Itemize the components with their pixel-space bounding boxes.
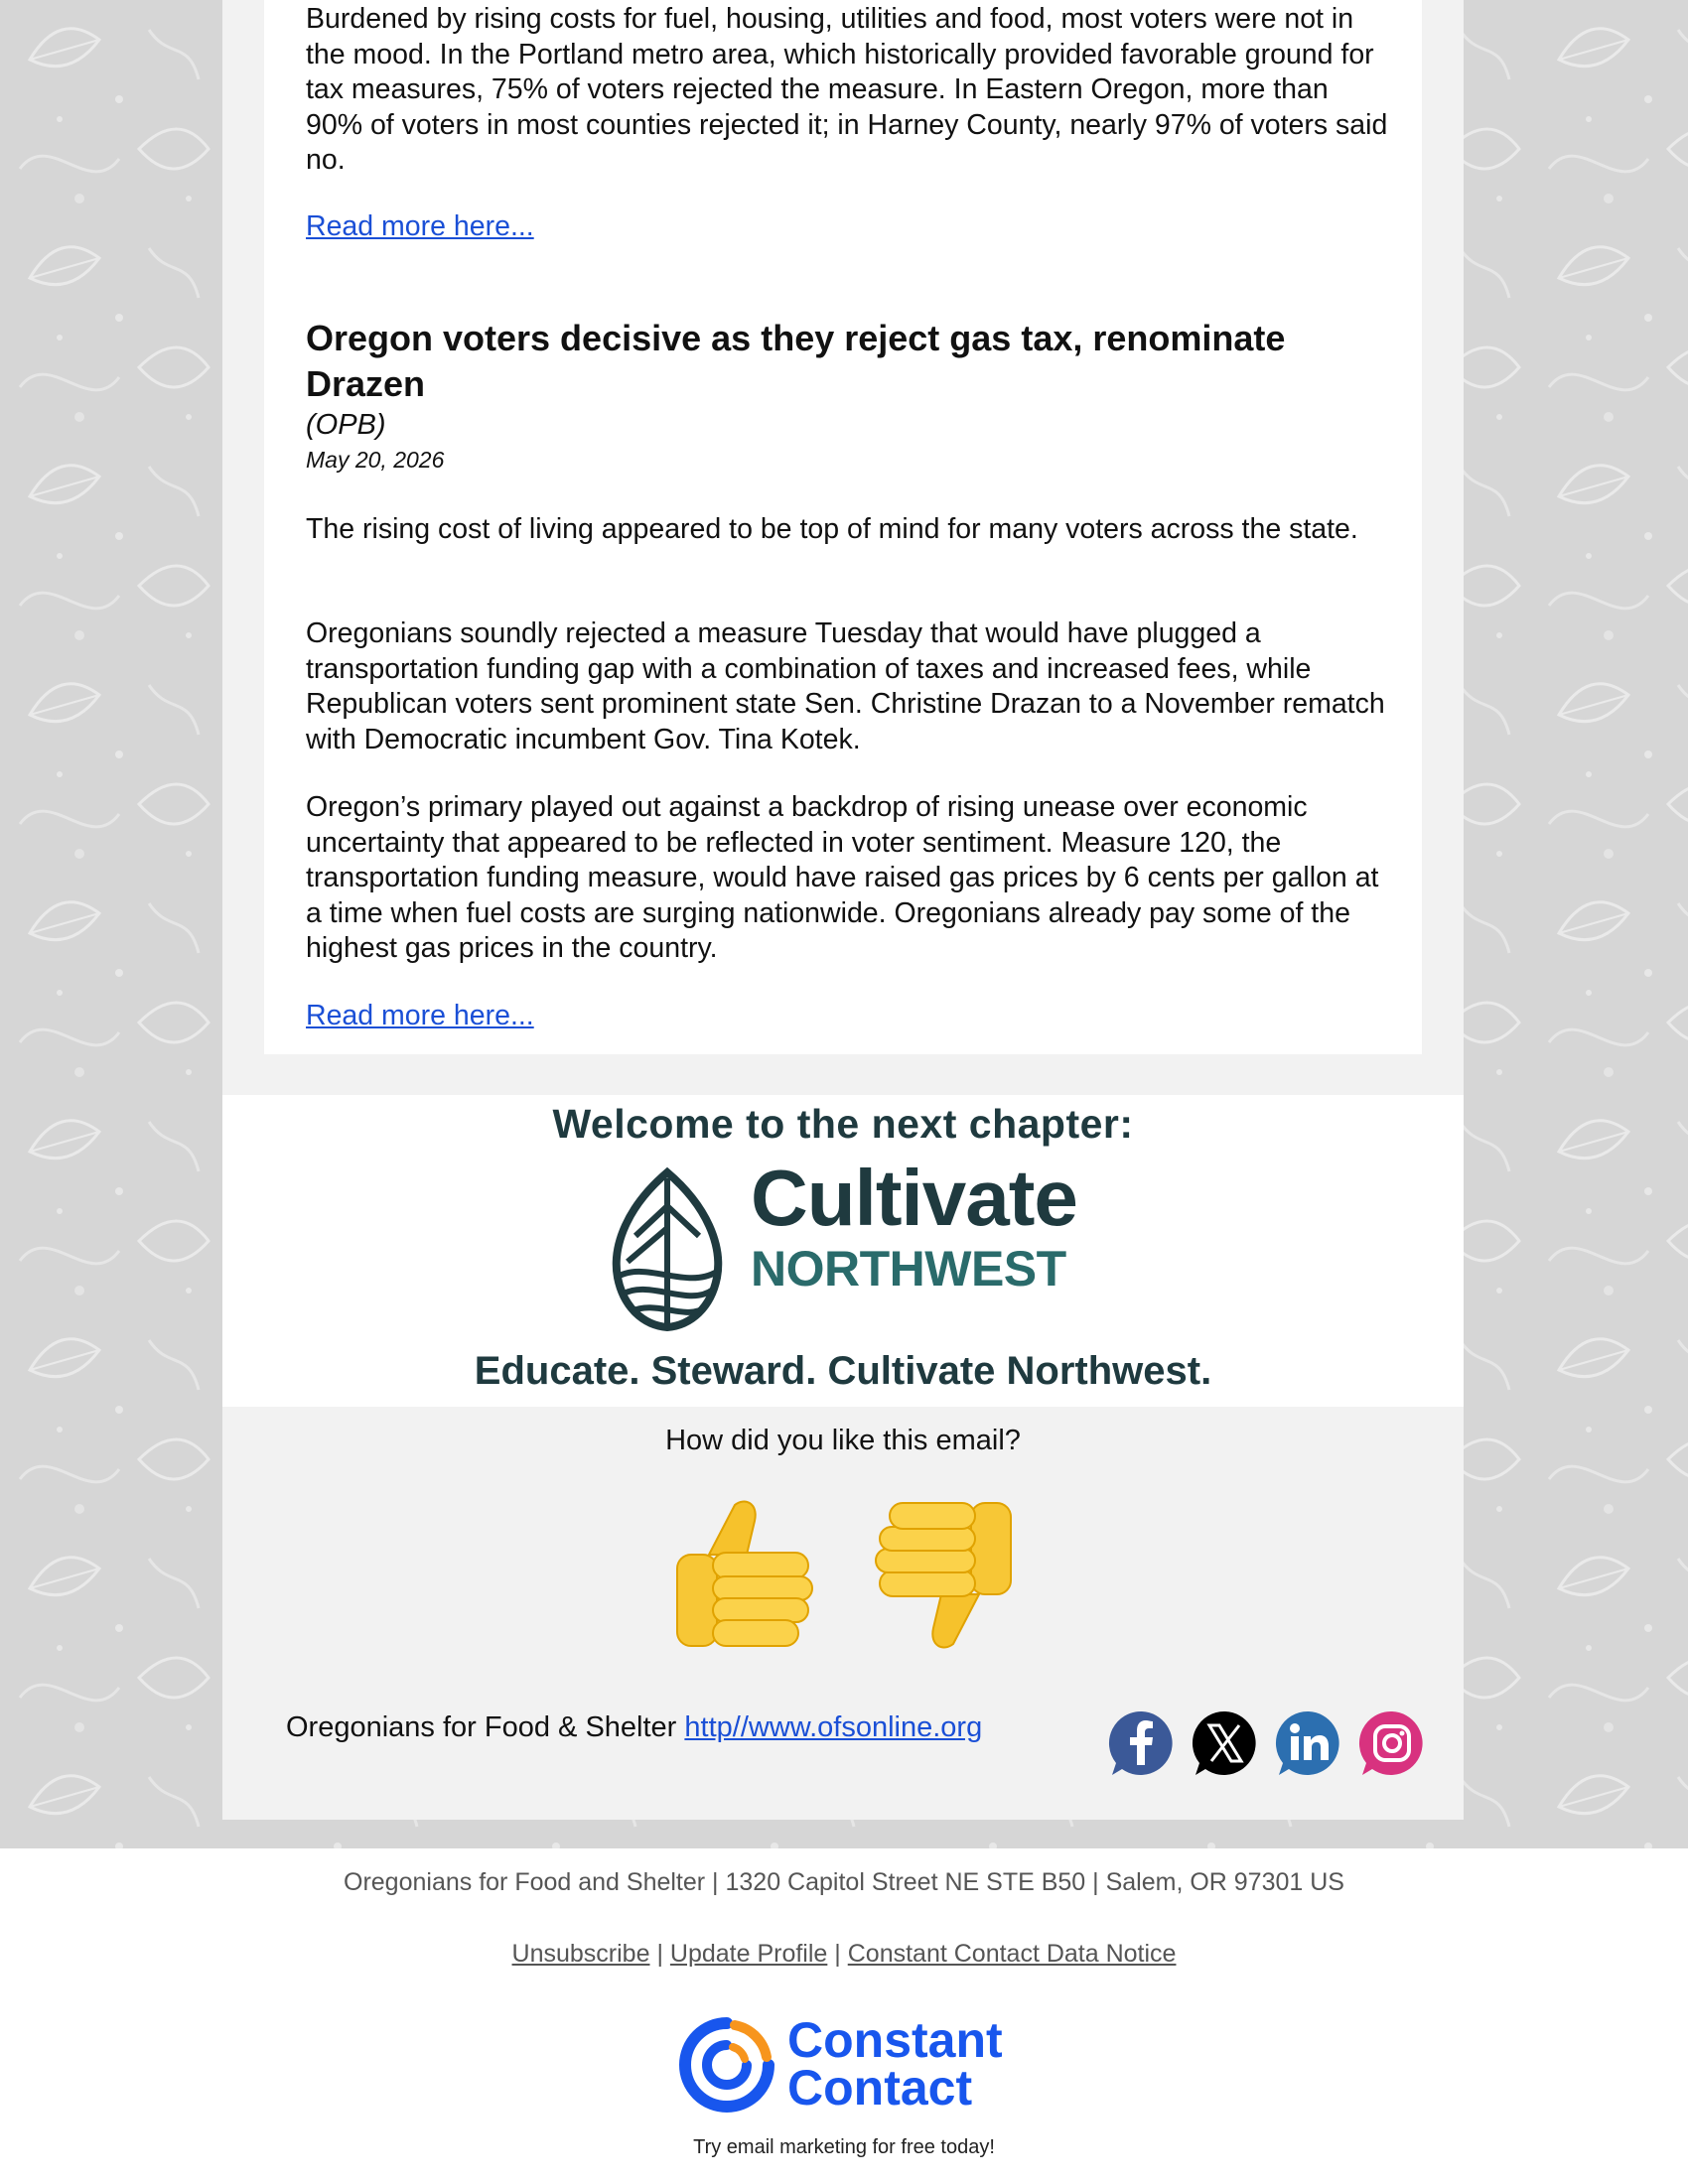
x-icon[interactable] [1192, 1709, 1259, 1777]
thumbs-down-icon[interactable] [872, 1497, 1015, 1652]
org-line [286, 1711, 982, 1744]
banner-heading: Welcome to the next chapter: [552, 1101, 1134, 1147]
article2-source: (OPB) [306, 409, 386, 441]
leaf-logo-icon [608, 1166, 727, 1335]
cc-try-link[interactable]: Try email marketing for free today! [693, 2136, 995, 2158]
logo-wordmark: Cultivate [751, 1154, 1077, 1242]
instagram-icon[interactable] [1358, 1709, 1426, 1777]
banner-tagline: Educate. Steward. Cultivate Northwest. [474, 1349, 1212, 1393]
unsubscribe-link[interactable]: Unsubscribe [511, 1940, 650, 1968]
article2-headline: Oregon voters decisive as they reject gas tax, renominate Drazen [306, 318, 1286, 404]
org-website-link[interactable]: http//www.ofsonline.org [684, 1711, 983, 1743]
read-more-link[interactable]: Read more here... [306, 1000, 534, 1031]
read-more-link[interactable]: Read more here... [306, 210, 534, 242]
data-notice-link[interactable]: Constant Contact Data Notice [847, 1940, 1177, 1968]
cultivate-banner[interactable] [222, 1095, 1464, 1407]
email-body [222, 0, 1464, 1820]
article-card [264, 0, 1422, 1054]
article1-read-more[interactable] [306, 209, 1388, 245]
article2-paragraph-2: Oregonians soundly rejected a measure Tuesday that would have plugged a transportation funding gap with a combination of taxes and increased fees, while Republican voters sent prominent state Sen. Christine Drazan to a November rematch with Democratic incumbent Gov. Tina Kotek. [306, 617, 1385, 755]
article2-paragraph-3: Oregon’s primary played out against a backdrop of rising unease over economic uncertainty that appeared to be reflected in voter sentiment. Measure 120, the transportation funding measure, would have raised gas prices by 6 cents per gallon at a time when fuel costs are surging nationwide. Oregonians already pay some of the highest gas prices in the country. [306, 791, 1379, 964]
logo-subtitle: NORTHWEST [751, 1241, 1066, 1297]
footer-separator: | [834, 1940, 841, 1968]
article2-paragraph-1: The rising cost of living appeared to be top of mind for many voters across the state. [306, 513, 1358, 545]
feedback-question: How did you like this email? [665, 1425, 1021, 1456]
footer-separator: | [656, 1940, 663, 1968]
constant-contact-logo-icon[interactable] [679, 2017, 774, 2113]
article2-read-more[interactable] [306, 999, 1388, 1034]
footer-links [0, 1940, 1688, 1969]
article2-date: May 20, 2026 [306, 447, 445, 473]
update-profile-link[interactable]: Update Profile [669, 1940, 828, 1968]
linkedin-icon[interactable] [1275, 1709, 1342, 1777]
footer-address: Oregonians for Food and Shelter | 1320 Capitol Street NE STE B50 | Salem, OR 97301 US [344, 1868, 1344, 1896]
org-name: Oregonians for Food & Shelter [286, 1711, 677, 1743]
article1-body: Burdened by rising costs for fuel, housing, utilities and food, most voters were not in the mood. In the Portland metro area, which historically provided favorable ground for tax measures, 75% of voters rejected the measure. In Eastern Oregon, more than 90% of voters in most counties rejected it; in Harney County, nearly 97% of voters said no. [306, 3, 1388, 176]
thumbs-up-icon[interactable] [673, 1497, 816, 1652]
email-footer [0, 1848, 1688, 2184]
cc-wordmark-line1: Constant [787, 2012, 1003, 2068]
facebook-icon[interactable] [1108, 1709, 1176, 1777]
cc-wordmark-line2: Contact [787, 2060, 973, 2116]
